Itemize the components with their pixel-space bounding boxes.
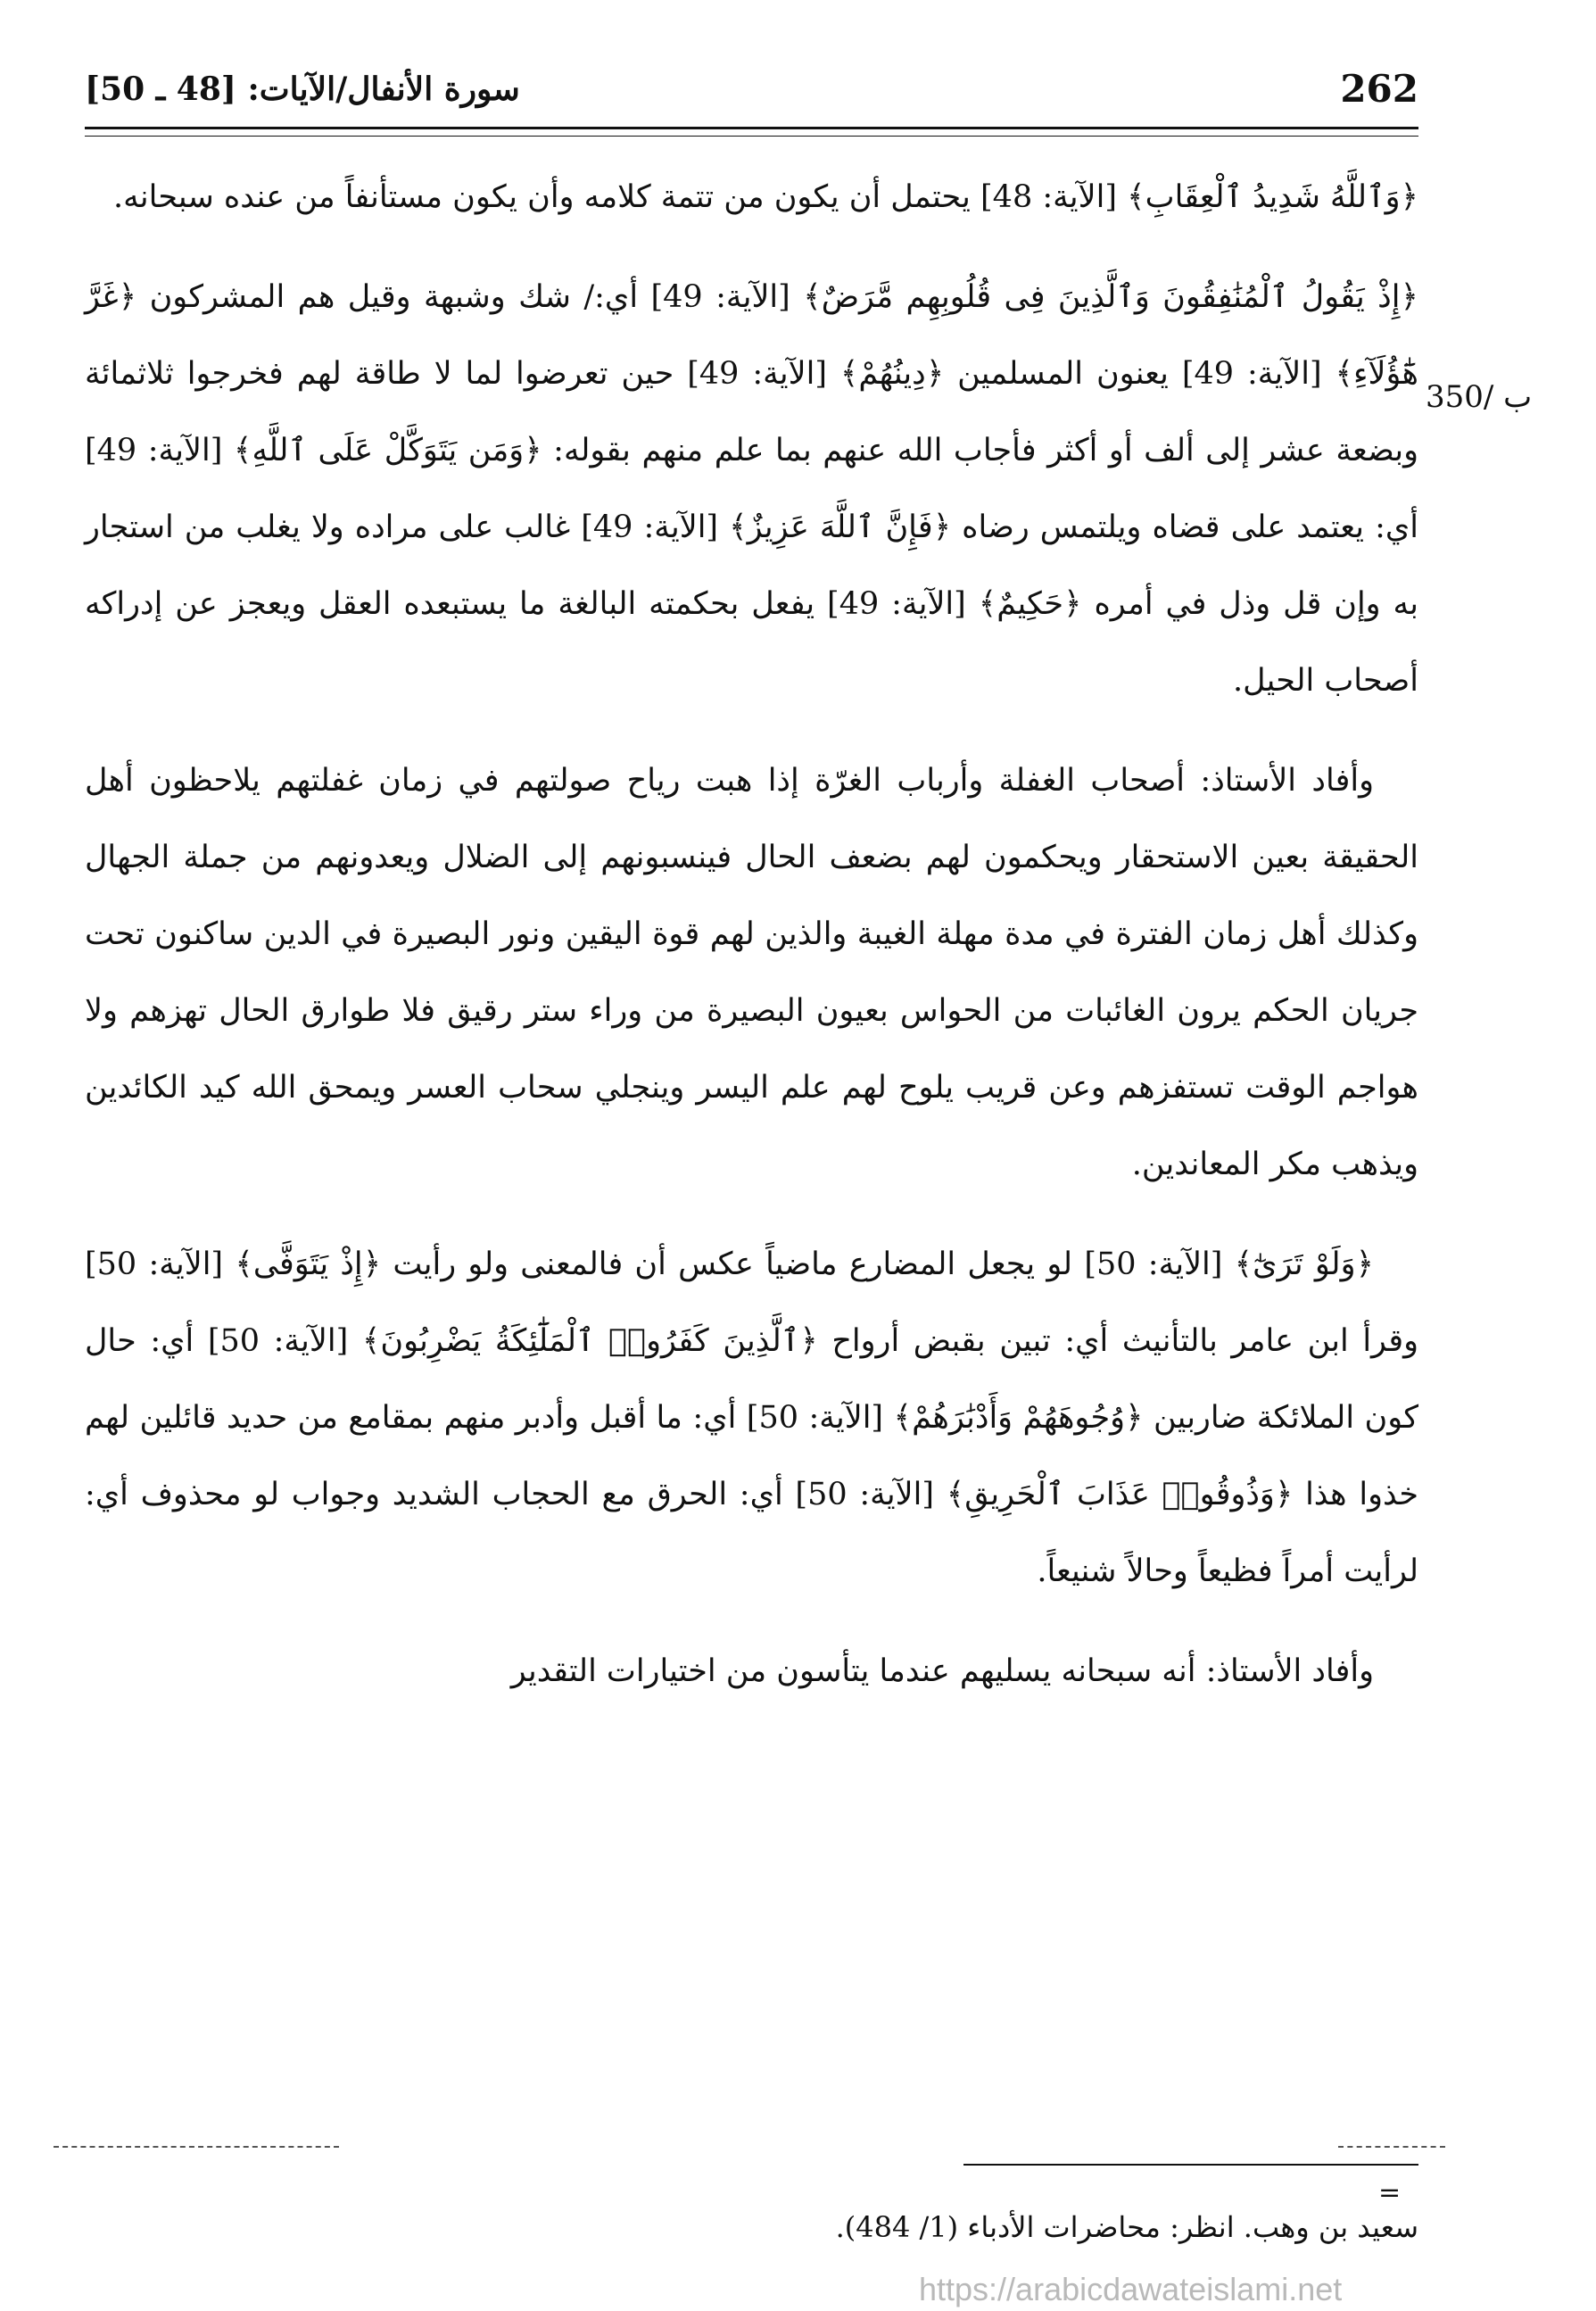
manuscript-folio-note: 350/ ب: [1426, 379, 1533, 415]
watermark-url: https://arabicdawateislami.net: [919, 2271, 1343, 2307]
page-number: 262: [1340, 67, 1418, 111]
paragraph-verse-50: ﴿وَلَوْ تَرَىٰٓ﴾ [الآية: 50] لو يجعل المضارع ماضياً عكس أن فالمعنى ولو رأيت ﴿إِذْ يَتَوَفَّى﴾ [الآية: 50] وقرأ ابن عامر بالتأنيث أي: تبين بقبض أرواح ﴿ٱلَّذِينَ كَفَرُوا۟ ٱلْمَلَٰٓئِكَةُ يَضْرِبُونَ﴾ [الآية: 50] أي: حال كون الملائكة ضاربين ﴿وُجُوهَهُمْ وَأَدْبَٰرَهُمْ﴾ [الآية: 50] أي: ما أقبل وأدبر منهم بمقامع من حديد قائلين لهم خذوا هذا ﴿وَذُوقُوا۟ عَذَابَ ٱلْحَرِيقِ﴾ [الآية: 50] أي: الحرق مع الحجاب الشديد وجواب لو محذوف أي: لرأيت أمراً فظيعاً وحالاً شنيعاً.: [85, 1247, 1418, 1589]
page-header: [85, 62, 1418, 125]
footnote-separator: [963, 2164, 1418, 2166]
footnote-continuation-mark: =: [1378, 2177, 1402, 2208]
footnote: سعيد بن وهب. انظر: محاضرات الأدباء (1/ 484).: [835, 2210, 1418, 2244]
header-rule: [85, 127, 1418, 129]
paragraph-ustadh-continued: وأفاد الأستاذ: أنه سبحانه يسليهم عندما يتأسون من اختيارات التقدير: [510, 1653, 1374, 1689]
scan-edge-line: [54, 2146, 339, 2148]
running-head: سورة الأنفال/الآيات: [48 ـ 50]: [85, 70, 520, 108]
paragraph-ustadh-commentary: وأفاد الأستاذ: أصحاب الغفلة وأرباب الغرّة إذا هبت رياح صولتهم في زمان غفلتهم يلاحظون أهل الحقيقة بعين الاستحقار ويحكمون لهم بضعف الحال فينسبونهم إلى الضلال ويعدونهم من جملة الجهال وكذلك أهل زمان الفترة في مدة مهلة الغيبة والذين لهم قوة اليقين ونور البصيرة في الدين ساكنون تحت جريان الحكم يرون الغائبات من الحواس بعيون البصيرة من وراء ستر رقيق فلا طوارق الحال تهزهم ولا هواجم الوقت تستفزهم وعن قريب يلوح لهم علم اليسر وينجلي سحاب العسر ويمحق الله كيد الكائدين ويذهب مكر المعاندين.: [85, 763, 1418, 1182]
paragraph-verse-48: ﴿وَٱللَّهُ شَدِيدُ ٱلْعِقَابِ﴾ [الآية: 48] يحتمل أن يكون من تتمة كلامه وأن يكون مستأنفاً من عنده سبحانه.: [113, 179, 1418, 215]
main-text: [85, 159, 1418, 1733]
scan-edge-line: [1338, 2146, 1445, 2148]
paragraph-verse-49: ﴿إِذْ يَقُولُ ٱلْمُنَٰفِقُونَ وَٱلَّذِينَ فِى قُلُوبِهِم مَّرَضٌ﴾ [الآية: 49] أي:/ شك وشبهة وقيل هم المشركون ﴿غَرَّ هَٰٓؤُلَآءِ﴾ [الآية: 49] يعنون المسلمين ﴿دِينُهُمْ﴾ [الآية: 49] حين تعرضوا لما لا طاقة لهم فخرجوا ثلاثمائة وبضعة عشر إلى ألف أو أكثر فأجاب الله عنهم بما علم منهم بقوله: ﴿وَمَن يَتَوَكَّلْ عَلَى ٱللَّهِ﴾ [الآية: 49] أي: يعتمد على قضاه ويلتمس رضاه ﴿فَإِنَّ ٱللَّهَ عَزِيزٌ﴾ [الآية: 49] غالب على مراده ولا يغلب من استجار به وإن قل وذل في أمره ﴿حَكِيمٌ﴾ [الآية: 49] يفعل بحكمته البالغة ما يستبعده العقل ويعجز عن إدراكه أصحاب الحيل.: [85, 279, 1419, 699]
header-rule-thin: [85, 136, 1418, 137]
